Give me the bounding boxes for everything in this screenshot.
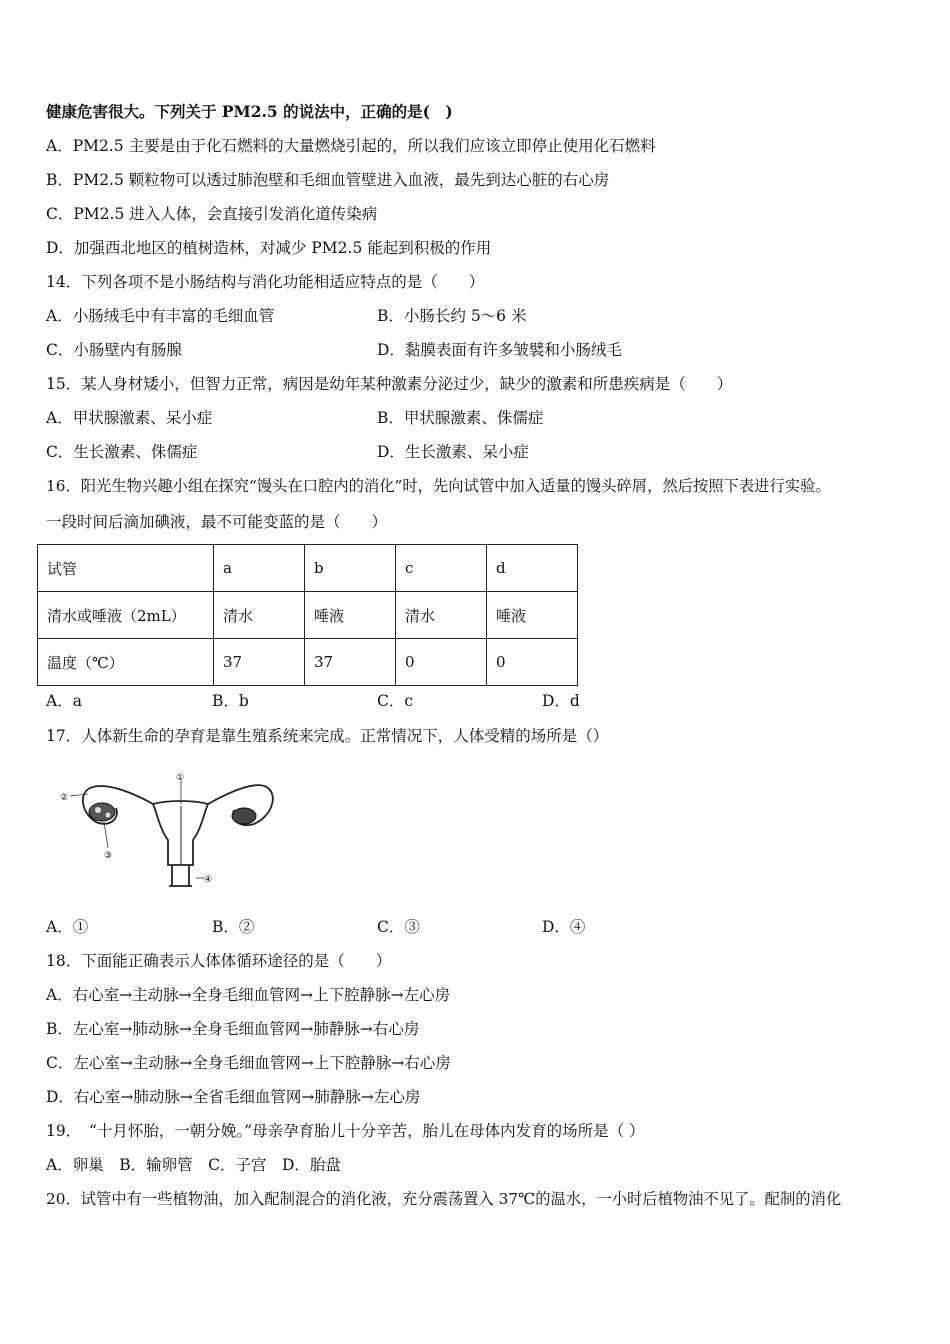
q16-option-b: B．b — [212, 692, 249, 710]
q15-stem: 15．某人身材矮小，但智力正常，病因是幼年某种激素分泌过少，缺少的激素和所患疾病是（ ） — [46, 375, 733, 393]
table-cell: c — [396, 545, 487, 592]
q14-option-a: A．小肠绒毛中有丰富的毛细血管 — [46, 307, 275, 325]
q16-option-c: C．c — [377, 692, 414, 710]
table-cell: 37 — [214, 639, 305, 686]
vagina — [172, 865, 189, 886]
experiment-table — [37, 544, 578, 686]
table-cell: 0 — [487, 639, 578, 686]
table-row — [38, 592, 578, 639]
q18-option-d: D．右心室→肺动脉→全省毛细血管网→肺静脉→左心房 — [46, 1088, 421, 1106]
q17-stem: 17．人体新生命的孕育是靠生殖系统来完成。正常情况下，人体受精的场所是（） — [46, 727, 609, 745]
q17-option-a: A．① — [46, 918, 89, 936]
diagram-label-1: ① — [176, 773, 185, 783]
table-cell: d — [487, 545, 578, 592]
right-ovary — [232, 808, 256, 824]
table-cell: 清水 — [396, 592, 487, 639]
q13-option-c: C．PM2.5 进入人体，会直接引发消化道传染病 — [46, 205, 378, 223]
q14-stem: 14．下列各项不是小肠结构与消化功能相适应特点的是（ ） — [46, 273, 485, 291]
left-ovary — [89, 803, 115, 821]
q20-stem: 20．试管中有一些植物油，加入配制混合的消化液，充分震荡置入 37℃的温水，一小时后植物油不见了。配制的消化 — [46, 1190, 842, 1208]
table-cell: 唾液 — [305, 592, 396, 639]
q15-option-a: A．甲状腺激素、呆小症 — [46, 409, 213, 427]
table-row — [38, 639, 578, 686]
table-cell: 试管 — [38, 545, 214, 592]
q15-option-b: B．甲状腺激素、侏儒症 — [377, 409, 544, 427]
table-cell: 37 — [305, 639, 396, 686]
q13-stem: 健康危害很大。下列关于 PM2.5 的说法中，正确的是( ) — [46, 102, 453, 121]
q13-option-b: B．PM2.5 颗粒物可以透过肺泡壁和毛细血管壁进入血液，最先到达心脏的右心房 — [46, 171, 610, 189]
q18-option-a: A．右心室→主动脉→全身毛细血管网→上下腔静脉→左心房 — [46, 986, 451, 1004]
diagram-label-2: ② — [60, 793, 69, 803]
table-cell: 温度（℃） — [38, 639, 214, 686]
table-cell: 0 — [396, 639, 487, 686]
q14-option-b: B．小肠长约 5～6 米 — [377, 307, 527, 325]
q13-option-d: D．加强西北地区的植树造林，对减少 PM2.5 能起到积极的作用 — [46, 239, 492, 257]
diagram-label-3: ③ — [104, 851, 113, 861]
table-cell: b — [305, 545, 396, 592]
table-cell: 清水或唾液（2mL） — [38, 592, 214, 639]
q13-option-a: A．PM2.5 主要是由于化石燃料的大量燃烧引起的，所以我们应该立即停止使用化石燃料 — [46, 137, 656, 155]
table-cell: a — [214, 545, 305, 592]
q18-option-c: C．左心室→主动脉→全身毛细血管网→上下腔静脉→右心房 — [46, 1054, 451, 1072]
q17-option-b: B．② — [212, 918, 255, 936]
q18-option-b: B．左心室→肺动脉→全身毛细血管网→肺静脉→右心房 — [46, 1020, 420, 1038]
female-reproductive-system-diagram — [58, 770, 288, 890]
q14-option-c: C．小肠壁内有肠腺 — [46, 341, 182, 359]
table-cell: 清水 — [214, 592, 305, 639]
q16-stem-line1: 16．阳光生物兴趣小组在探究“馒头在口腔内的消化”时，先向试管中加入适量的馒头碎屑，然后按照下表进行实验。 — [46, 477, 831, 495]
q18-stem: 18．下面能正确表示人体体循环途径的是（ ） — [46, 952, 392, 970]
q16-option-a: A．a — [46, 692, 82, 710]
q15-option-d: D．生长激素、呆小症 — [377, 443, 529, 461]
table-row — [38, 545, 578, 592]
q15-option-c: C．生长激素、侏儒症 — [46, 443, 198, 461]
q19-stem: 19． “十月怀胎，一朝分娩。”母亲孕育胎儿十分辛苦，胎儿在母体内发育的场所是（ ） — [46, 1122, 645, 1140]
q16-stem-line2: 一段时间后滴加碘液，最不可能变蓝的是（ ） — [46, 513, 388, 531]
q14-option-d: D．黏膜表面有许多皱襞和小肠绒毛 — [377, 341, 622, 359]
q17-option-d: D．④ — [542, 918, 586, 936]
q17-option-c: C．③ — [377, 918, 420, 936]
q19-options: A．卵巢 B．输卵管 C．子宫 D．胎盘 — [46, 1156, 341, 1174]
q16-option-d: D．d — [542, 692, 580, 710]
diagram-label-4: ④ — [204, 875, 213, 885]
table-cell: 唾液 — [487, 592, 578, 639]
